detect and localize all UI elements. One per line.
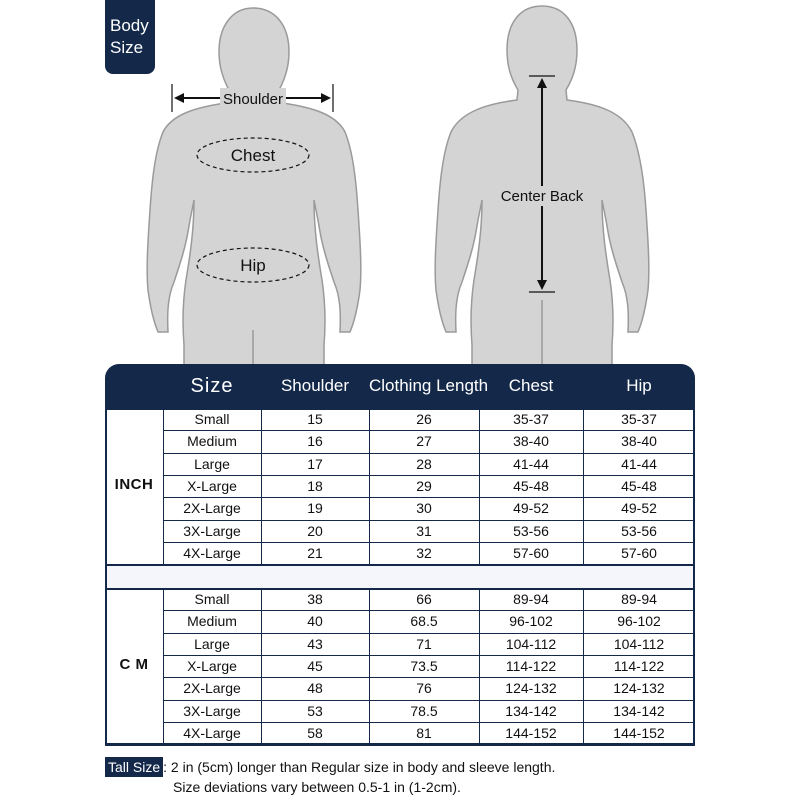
value-cell: 104-112 — [613, 635, 665, 652]
row-divider — [163, 677, 695, 678]
size-cell: Large — [194, 635, 230, 652]
value-cell: 38 — [307, 591, 323, 607]
value-cell: 53 — [307, 702, 323, 719]
value-cell: 71 — [416, 635, 432, 652]
value-cell: 45-48 — [621, 477, 657, 494]
value-cell: 49-52 — [513, 500, 549, 517]
value-cell: 31 — [416, 522, 432, 539]
value-cell: 30 — [416, 500, 432, 517]
value-cell: 89-94 — [621, 591, 657, 607]
value-cell: 66 — [416, 591, 432, 607]
value-cell: 15 — [307, 411, 323, 427]
value-cell: 20 — [307, 522, 323, 539]
value-cell: 43 — [307, 635, 323, 652]
header-chest: Chest — [508, 376, 554, 395]
row-divider — [163, 722, 695, 723]
chest-label: Chest — [230, 146, 276, 165]
front-body-figure — [147, 8, 361, 365]
size-cell: Medium — [187, 433, 237, 450]
value-cell: 40 — [307, 613, 323, 630]
value-cell: 26 — [416, 411, 432, 427]
row-divider — [163, 542, 695, 543]
shoulder-label: Shoulder — [222, 91, 284, 108]
unit-label: C M — [119, 656, 149, 674]
value-cell: 45 — [307, 657, 323, 674]
value-cell: 124-132 — [505, 680, 557, 697]
value-cell: 18 — [307, 477, 323, 494]
value-cell: 48 — [307, 680, 323, 697]
value-cell: 114-122 — [505, 657, 557, 674]
value-cell: 29 — [416, 477, 432, 494]
value-cell: 53-56 — [621, 522, 657, 539]
value-cell: 73.5 — [410, 657, 438, 674]
tall-size-tag: Tall Size — [105, 757, 163, 777]
header-clothing-length: Clothing Length — [369, 376, 489, 395]
size-cell: Large — [194, 455, 230, 472]
unit-label: INCH — [114, 476, 154, 494]
value-cell: 17 — [307, 455, 323, 472]
group-top-line — [105, 588, 695, 590]
size-cell: 3X-Large — [183, 522, 241, 539]
size-cell: 2X-Large — [183, 680, 241, 697]
note-line1-wrap — [105, 757, 795, 777]
body-figures — [0, 0, 800, 365]
size-cell: Small — [194, 591, 230, 607]
value-cell: 41-44 — [621, 455, 657, 472]
value-cell: 35-37 — [621, 411, 657, 427]
value-cell: 78.5 — [410, 702, 438, 719]
value-cell: 19 — [307, 500, 323, 517]
size-cell: 4X-Large — [183, 544, 241, 561]
group-bottom-line — [105, 744, 695, 746]
value-cell: 53-56 — [513, 522, 549, 539]
value-cell: 144-152 — [613, 724, 665, 741]
row-divider — [163, 497, 695, 498]
value-cell: 28 — [416, 455, 432, 472]
row-divider — [163, 430, 695, 431]
tall-size-note — [105, 757, 795, 795]
value-cell: 16 — [307, 433, 323, 450]
size-chart-table — [105, 364, 695, 745]
value-cell: 35-37 — [513, 411, 549, 427]
value-cell: 104-112 — [505, 635, 557, 652]
row-divider — [163, 610, 695, 611]
value-cell: 45-48 — [513, 477, 549, 494]
group-bottom-line — [105, 564, 695, 566]
size-cell: 2X-Large — [183, 500, 241, 517]
value-cell: 81 — [416, 724, 432, 741]
note-line2: Size deviations vary between 0.5-1 in (1-2cm). — [173, 779, 461, 795]
table-body — [105, 408, 695, 745]
center-back-label: Center Back — [500, 188, 584, 205]
value-cell: 114-122 — [613, 657, 665, 674]
value-cell: 32 — [416, 544, 432, 561]
size-cell: 3X-Large — [183, 702, 241, 719]
row-divider — [163, 655, 695, 656]
note-line1: : 2 in (5cm) longer than Regular size in body and sleeve length. — [163, 759, 556, 775]
hip-label: Hip — [240, 256, 266, 275]
value-cell: 57-60 — [513, 544, 549, 561]
value-cell: 57-60 — [621, 544, 657, 561]
value-cell: 38-40 — [513, 433, 549, 450]
size-cell: 4X-Large — [183, 724, 241, 741]
value-cell: 21 — [307, 544, 323, 561]
badge-line1: Body — [110, 16, 149, 35]
value-cell: 124-132 — [613, 680, 665, 697]
row-divider — [163, 520, 695, 521]
header-hip: Hip — [626, 376, 652, 395]
group-top-line — [105, 408, 695, 410]
value-cell: 144-152 — [505, 724, 557, 741]
size-cell: Small — [194, 411, 230, 427]
value-cell: 96-102 — [617, 613, 661, 630]
size-cell: Medium — [187, 613, 237, 630]
value-cell: 76 — [416, 680, 432, 697]
row-divider — [163, 453, 695, 454]
value-cell: 49-52 — [621, 500, 657, 517]
value-cell: 134-142 — [505, 702, 557, 719]
group-separator-band — [107, 566, 693, 588]
value-cell: 96-102 — [509, 613, 553, 630]
value-cell: 27 — [416, 433, 432, 450]
row-divider — [163, 700, 695, 701]
value-cell: 38-40 — [621, 433, 657, 450]
header-size: Size — [190, 375, 234, 397]
badge-line2: Size — [110, 38, 144, 57]
value-cell: 58 — [307, 724, 323, 741]
value-cell: 89-94 — [513, 591, 549, 607]
value-cell: 68.5 — [410, 613, 438, 630]
size-cell: X-Large — [187, 657, 237, 674]
header-shoulder: Shoulder — [280, 376, 350, 395]
row-divider — [163, 475, 695, 476]
size-cell: X-Large — [187, 477, 237, 494]
value-cell: 41-44 — [513, 455, 549, 472]
value-cell: 134-142 — [613, 702, 665, 719]
row-divider — [163, 633, 695, 634]
table-header — [105, 364, 695, 408]
